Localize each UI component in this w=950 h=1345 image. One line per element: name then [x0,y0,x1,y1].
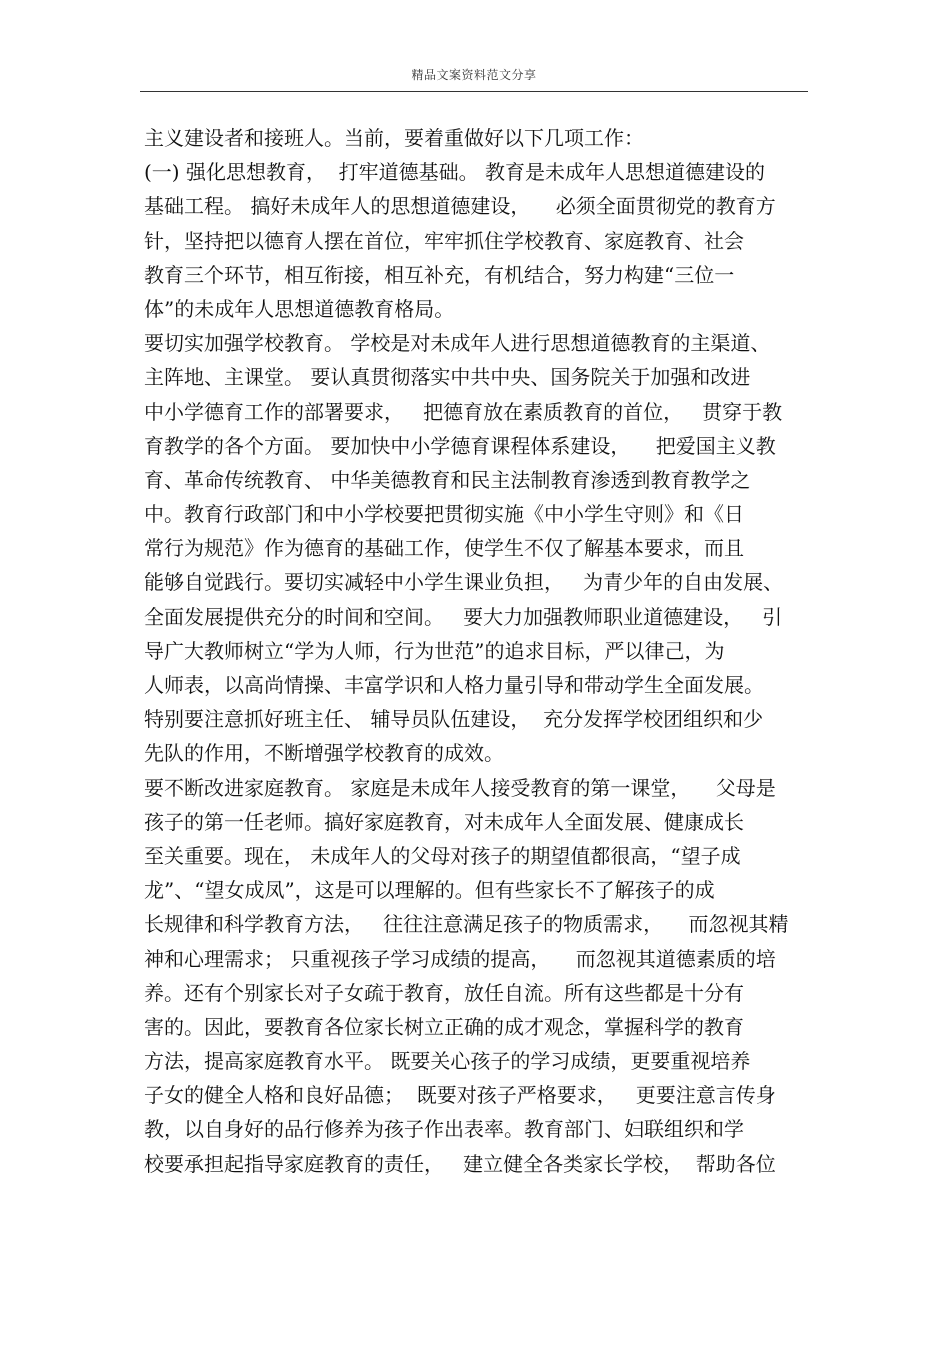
text-line: 神和心理需求； 只重视孩子学习成绩的提高， 而忽视其道德素质的培 [144,946,776,971]
text-line: 方法，提高家庭教育水平。 既要关心孩子的学习成绩，更要重视培养 [144,1049,751,1074]
text-line: 要不断改进家庭教育。 家庭是未成年人接受教育的第一课堂， 父母是 [144,775,776,800]
text-line: 特别要注意抓好班主任、 辅导员队伍建设， 充分发挥学校团组织和少 [144,707,764,732]
text-line: 主阵地、主课堂。 要认真贯彻落实中共中央、国务院关于加强和改进 [144,365,751,390]
body-text [144,121,808,1181]
text-line: 子女的健全人格和良好品德； 既要对孩子严格要求， 更要注意言传身 [144,1083,776,1108]
text-line: 害的。因此，要教育各位家长树立正确的成才观念，掌握科学的教育 [144,1014,744,1039]
text-line: 孩子的第一任老师。搞好家庭教育，对未成年人全面发展、健康成长 [144,809,744,834]
text-line: 长规律和科学教育方法， 往往注意满足孩子的物质需求， 而忽视其精 [144,912,789,937]
text-line: 先队的作用，不断增强学校教育的成效。 [144,741,504,766]
text-line: 中。教育行政部门和中小学校要把贯彻实施《中小学生守则》和《日 [144,502,744,527]
text-line: 龙”、“望女成凤”，这是可以理解的。但有些家长不了解孩子的成 [144,878,715,903]
text-line: 导广大教师树立“学为人师，行为世范”的追求目标，严以律己，为 [144,638,725,663]
text-line: 常行为规范》作为德育的基础工作，使学生不仅了解基本要求，而且 [144,536,744,561]
text-line: 中小学德育工作的部署要求， 把德育放在素质教育的首位， 贯穿于教 [144,399,783,424]
text-line: 人师表，以高尚情操、丰富学识和人格力量引导和带动学生全面发展。 [144,673,764,697]
text-line: 至关重要。现在， 未成年人的父母对孩子的期望值都很高，“望子成 [144,843,741,868]
page-header: 精品文案资料范文分享 [411,68,537,82]
text-line: 养。还有个别家长对子女疏于教育，放任自流。所有这些都是十分有 [144,980,744,1005]
text-line: 针，坚持把以德育人摆在首位，牢牢抓住学校教育、家庭教育、社会 [144,228,744,253]
text-line: 教育三个环节，相互衔接，相互补充，有机结合，努力构建“三位一 [144,262,735,287]
text-line: 要切实加强学校教育。 学校是对未成年人进行思想道德教育的主渠道、 [144,331,771,356]
text-line: 主义建设者和接班人。当前，要着重做好以下几项工作： [144,126,644,150]
text-line: 能够自觉践行。要切实减轻中小学生课业负担， 为青少年的自由发展、 [144,570,784,595]
text-line: 教，以自身好的品行修养为孩子作出表率。教育部门、妇联组织和学 [144,1117,744,1142]
text-line: 校要承担起指导家庭教育的责任， 建立健全各类家长学校， 帮助各位 [144,1151,776,1176]
text-line: 基础工程。 搞好未成年人的思想道德建设， 必须全面贯彻党的教育方 [144,194,776,219]
text-line: 全面发展提供充分的时间和空间。 要大力加强教师职业道德建设， 引 [144,604,783,629]
text-line: 育教学的各个方面。 要加快中小学德育课程体系建设， 把爱国主义教 [144,433,776,458]
text-line: 育、革命传统教育、 中华美德教育和民主法制教育渗透到教育教学之 [144,467,751,492]
text-line: (一) 强化思想教育， 打牢道德基础。 教育是未成年人思想道德建设的 [144,160,766,185]
header-rule [140,91,808,92]
text-line: 体”的未成年人思想道德教育格局。 [144,296,455,321]
